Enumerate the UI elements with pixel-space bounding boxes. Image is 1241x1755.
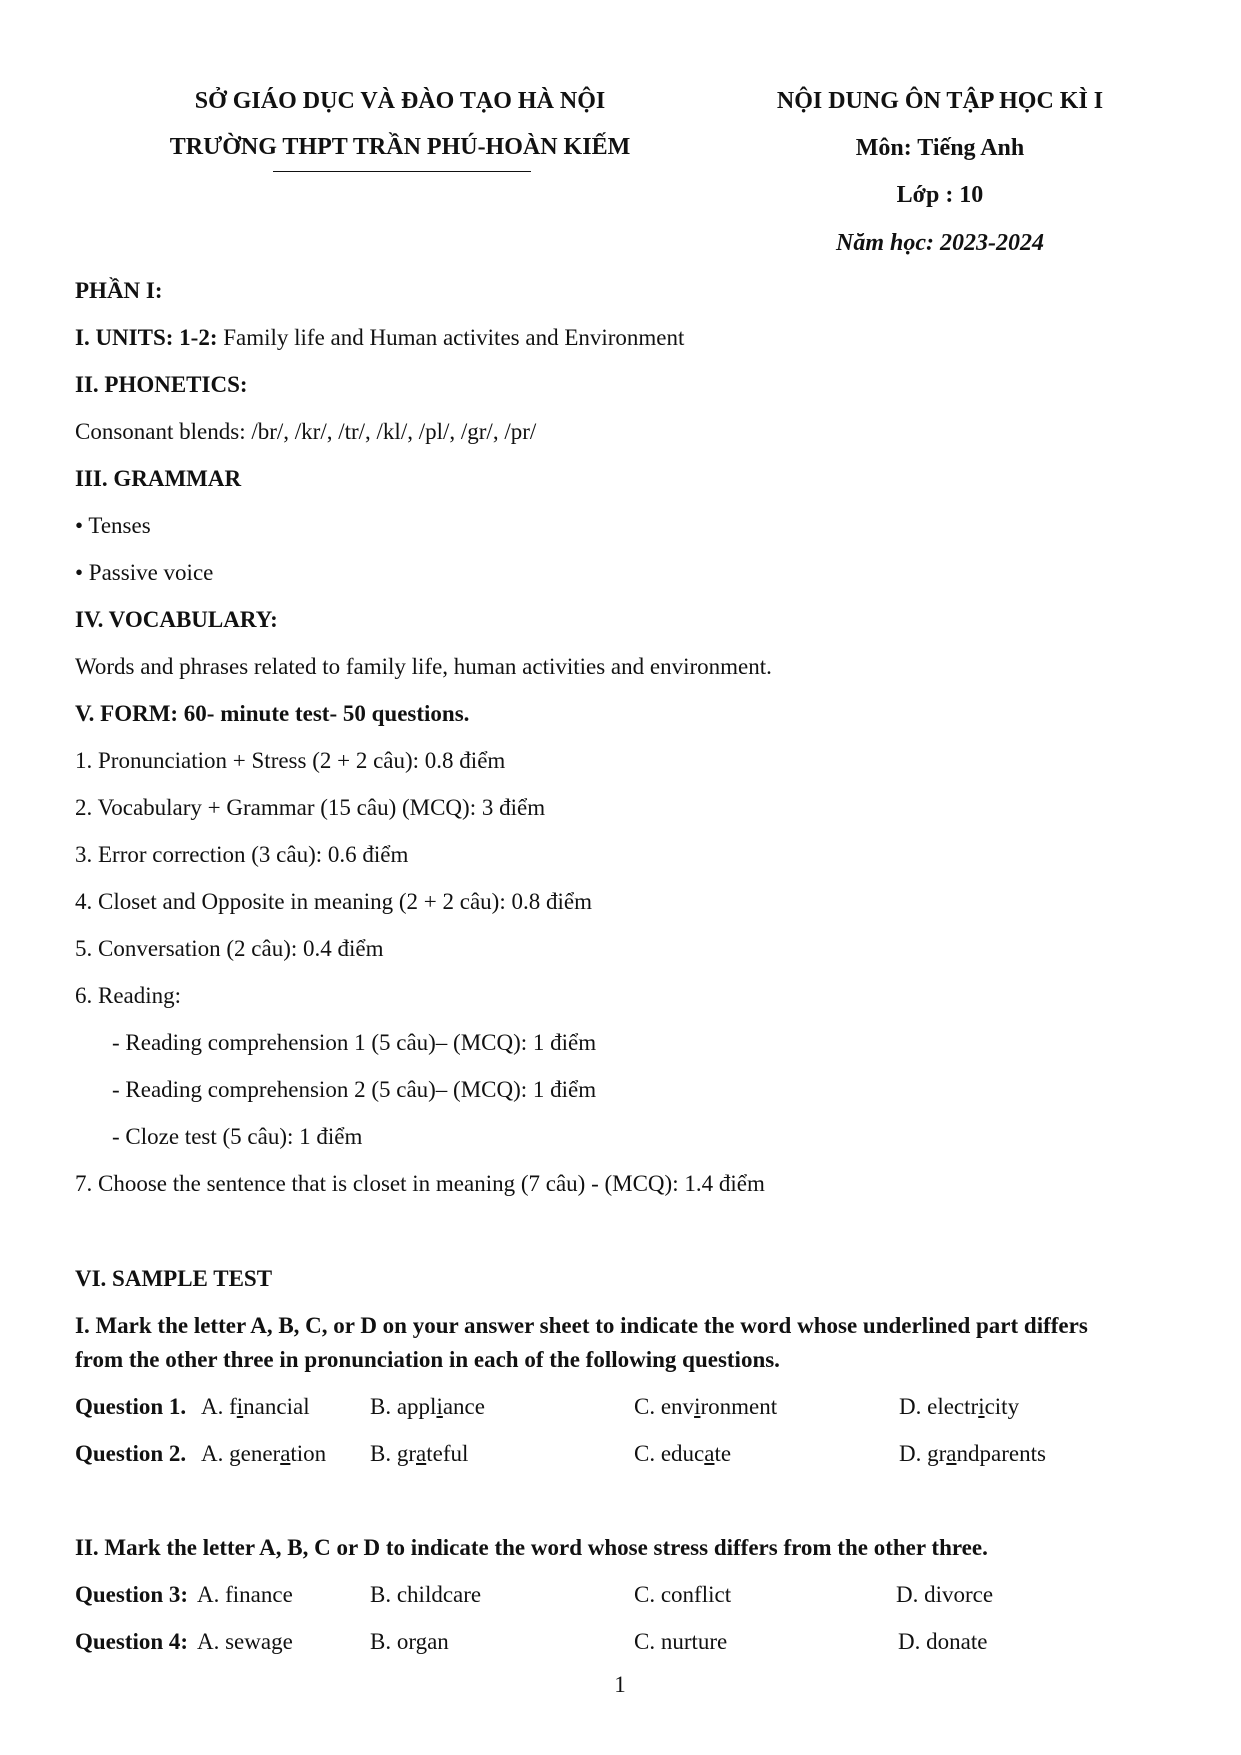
option-c: C. nurture — [634, 1629, 728, 1654]
question-label: Question 2. — [75, 1441, 187, 1466]
part-heading: PHẦN I: — [75, 278, 163, 303]
form-item: 2. Vocabulary + Grammar (15 câu) (MCQ): 3 điểm — [75, 795, 546, 820]
header-divider — [273, 171, 531, 172]
form-item: 5. Conversation (2 câu): 0.4 điểm — [75, 936, 384, 961]
grammar-item: • Tenses — [75, 513, 151, 538]
option-a: A. sewage — [197, 1629, 293, 1654]
header-title: NỘI DUNG ÔN TẬP HỌC KÌ I — [776, 88, 1104, 114]
option-b: B. appliance — [370, 1394, 485, 1419]
section-phonetics-text: Consonant blends: /br/, /kr/, /tr/, /kl/, /pl/, /gr/, /pr/ — [75, 419, 537, 444]
option-d: D. divorce — [896, 1582, 994, 1607]
question-row — [75, 1629, 1175, 1659]
header-department: SỞ GIÁO DỤC VÀ ĐÀO TẠO HÀ NỘI — [194, 88, 606, 114]
question-label: Question 1. — [75, 1394, 187, 1419]
section-units — [75, 325, 684, 351]
part-i-instruction-line2: from the other three in pronunciation in each of the following questions. — [75, 1347, 780, 1372]
option-c: C. environment — [634, 1394, 778, 1419]
header-subject: Môn: Tiếng Anh — [855, 135, 1025, 161]
option-a: A. generation — [201, 1441, 327, 1466]
section-vocabulary-text: Words and phrases related to family life, human activities and environment. — [75, 654, 772, 679]
form-item: 4. Closet and Opposite in meaning (2 + 2 câu): 0.8 điểm — [75, 889, 592, 914]
section-vocabulary-title: IV. VOCABULARY: — [75, 607, 278, 632]
form-item: 7. Choose the sentence that is closet in meaning (7 câu) - (MCQ): 1.4 điểm — [75, 1171, 765, 1196]
header-grade: Lớp : 10 — [896, 182, 984, 208]
section-form-title: V. FORM: 60- minute test- 50 questions. — [75, 701, 470, 726]
question-row — [75, 1582, 1175, 1612]
option-b: B. organ — [370, 1629, 449, 1654]
form-subitem: - Cloze test (5 câu): 1 điểm — [112, 1124, 363, 1149]
question-label: Question 4: — [75, 1629, 189, 1654]
section-units-label: I. UNITS: 1-2: — [75, 325, 218, 350]
page-number: 1 — [614, 1672, 626, 1697]
option-c: C. educate — [634, 1441, 732, 1466]
section-phonetics-title: II. PHONETICS: — [75, 372, 248, 397]
section-grammar-title: III. GRAMMAR — [75, 466, 242, 491]
question-row — [75, 1441, 1175, 1471]
form-item: 3. Error correction (3 câu): 0.6 điểm — [75, 842, 409, 867]
question-label: Question 3: — [75, 1582, 189, 1607]
option-b: B. grateful — [370, 1441, 469, 1466]
form-subitem: - Reading comprehension 2 (5 câu)– (MCQ): 1 điểm — [112, 1077, 597, 1102]
grammar-item: • Passive voice — [75, 560, 214, 585]
section-units-text: Family life and Human activites and Environment — [217, 325, 685, 350]
option-c: C. conflict — [634, 1582, 732, 1607]
part-ii-instruction: II. Mark the letter A, B, C or D to indicate the word whose stress differs from the other three. — [75, 1535, 988, 1560]
option-a: A. finance — [197, 1582, 293, 1607]
question-row — [75, 1394, 1175, 1424]
header-school-year: Năm học: 2023-2024 — [836, 230, 1044, 256]
form-item: 1. Pronunciation + Stress (2 + 2 câu): 0.8 điểm — [75, 748, 506, 773]
header-school: TRƯỜNG THPT TRẦN PHÚ-HOÀN KIẾM — [169, 134, 631, 160]
form-subitem: - Reading comprehension 1 (5 câu)– (MCQ): 1 điểm — [112, 1030, 597, 1055]
form-item: 6. Reading: — [75, 983, 182, 1008]
option-d: D. grandparents — [899, 1441, 1046, 1466]
section-sample-test-title: VI. SAMPLE TEST — [75, 1266, 273, 1291]
option-d: D. electricity — [899, 1394, 1020, 1419]
option-a: A. financial — [201, 1394, 310, 1419]
option-b: B. childcare — [370, 1582, 482, 1607]
part-i-instruction-line1: I. Mark the letter A, B, C, or D on your answer sheet to indicate the word whose underlined part differs — [75, 1313, 1088, 1338]
option-d: D. donate — [898, 1629, 988, 1654]
